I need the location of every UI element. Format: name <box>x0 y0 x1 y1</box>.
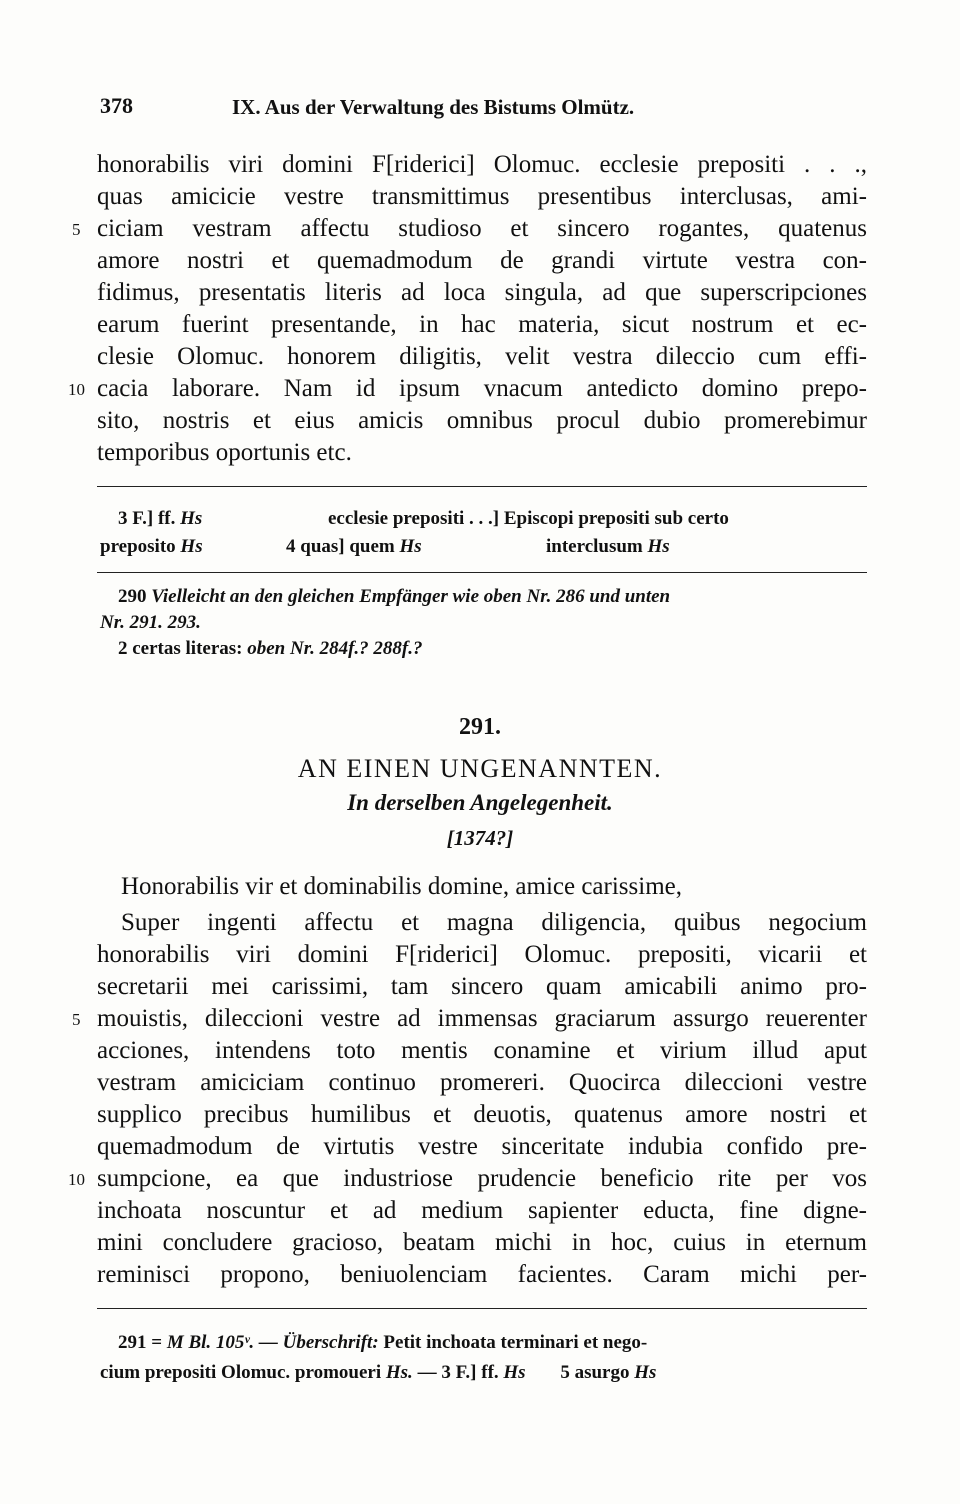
apparatus-lemma: preposito <box>100 536 176 557</box>
apparatus-siglum: Hs <box>503 1362 526 1383</box>
text-line: mouistis, dileccioni vestre ad immensas graciarum assurgo reuerenter <box>97 1005 867 1032</box>
apparatus-lemma: 3 F.] ff. <box>118 508 176 529</box>
apparatus-lemma: 4 quas] quem <box>286 536 395 557</box>
letter-subtitle: In derselben Angelegenheit. <box>347 790 613 815</box>
line-number: 5 <box>72 220 81 239</box>
apparatus-siglum: Hs <box>399 536 422 557</box>
text-line: sito, nostris et eius amicis omnibus procul dubio promerebimur <box>97 407 867 434</box>
note-text: — 3 F.] ff. <box>417 1362 499 1383</box>
text-line: earum fuerint presentande, in hac materia, sicut nostrum et ec- <box>97 311 867 338</box>
running-title: IX. Aus der Verwaltung des Bistums Olmütz. <box>232 95 635 119</box>
apparatus-siglum: Hs. <box>385 1362 413 1383</box>
apparatus-siglum: Hs <box>647 536 670 557</box>
line-number: 10 <box>68 1170 85 1189</box>
note-number: 290 <box>118 586 147 607</box>
text-line: vestram amiciciam continuo promereri. Quocirca dileccioni vestre <box>97 1069 867 1096</box>
text-line: amore nostri et quemadmodum de grandi virtute vestra con- <box>97 247 867 274</box>
note-reference: oben Nr. 284f.? 288f.? <box>247 638 423 659</box>
letter-title: AN EINEN UNGENANNTEN. <box>297 754 663 783</box>
text-line: sumpcione, ea que industriose prudencie beneficio rite per vos <box>97 1165 867 1192</box>
note-source-ref: M Bl. 105ᵛ. — Überschrift: <box>166 1332 379 1353</box>
text-line: cacia laborare. Nam id ipsum vnacum antedicto domino prepo- <box>97 375 867 402</box>
text-line: Super ingenti affectu et magna diligencia, quibus negocium <box>121 909 867 936</box>
apparatus-lemma: interclusum <box>546 536 643 557</box>
letter-number: 291. <box>459 714 501 740</box>
note-text: Vielleicht an den gleichen Empfänger wie oben Nr. 286 und unten <box>151 586 671 607</box>
note-text: 5 asurgo <box>560 1362 630 1383</box>
text-line: quemadmodum de virtutis vestre sinceritate indubia confido pre- <box>97 1133 867 1160</box>
text-line: reminisci propono, beniuolenciam facientes. Caram michi per- <box>97 1261 867 1288</box>
apparatus-divider <box>97 486 867 487</box>
text-line: temporibus oportunis etc. <box>97 439 352 466</box>
notes-divider <box>97 572 867 573</box>
note-text: cium prepositi Olomuc. promoueri <box>100 1362 382 1383</box>
text-line: clesie Olomuc. honorem diligitis, velit vestra dileccio cum effi- <box>97 343 867 370</box>
text-line: honorabilis viri domini F[riderici] Olomuc. ecclesie prepositi . . ., <box>97 151 867 178</box>
note-source: 291 = <box>118 1332 163 1353</box>
apparatus-entry: ecclesie prepositi . . .] Episcopi prepositi sub certo <box>328 508 729 529</box>
note-text: Nr. 291. 293. <box>100 612 201 633</box>
page-number: 378 <box>100 93 133 118</box>
text-line: honorabilis viri domini F[riderici] Olomuc. prepositi, vicarii et <box>97 941 867 968</box>
notes-divider <box>97 1308 867 1309</box>
apparatus-siglum: Hs <box>180 508 203 529</box>
text-line: secretarii mei carissimi, tam sincero quam amicabili animo pro- <box>97 973 867 1000</box>
text-line: quas amicicie vestre transmittimus presentibus interclusas, ami- <box>97 183 867 210</box>
text-line: supplico precibus humilibus et deuotis, quatenus amore nostri et <box>97 1101 867 1128</box>
note-text: 2 certas literas: <box>118 638 243 659</box>
text-line: ciciam vestram affectu studioso et sincero rogantes, quatenus <box>97 215 867 242</box>
text-line: fidimus, presentatis literis ad loca singula, ad que superscripciones <box>97 279 867 306</box>
letter-date: [1374?] <box>446 826 514 850</box>
apparatus-siglum: Hs <box>180 536 203 557</box>
apparatus-siglum: Hs <box>634 1362 657 1383</box>
line-number: 5 <box>72 1010 81 1029</box>
note-text: Petit inchoata terminari et nego- <box>383 1332 648 1353</box>
text-line: inchoata noscuntur et ad medium sapienter educta, fine digne- <box>97 1197 867 1224</box>
text-line: mini concludere gracioso, beatam michi in hoc, cuius in eternum <box>97 1229 867 1256</box>
salutation: Honorabilis vir et dominabilis domine, amice carissime, <box>121 873 682 900</box>
line-number: 10 <box>68 380 85 399</box>
text-line: acciones, intendens toto mentis conamine et virium illud aput <box>97 1037 867 1064</box>
